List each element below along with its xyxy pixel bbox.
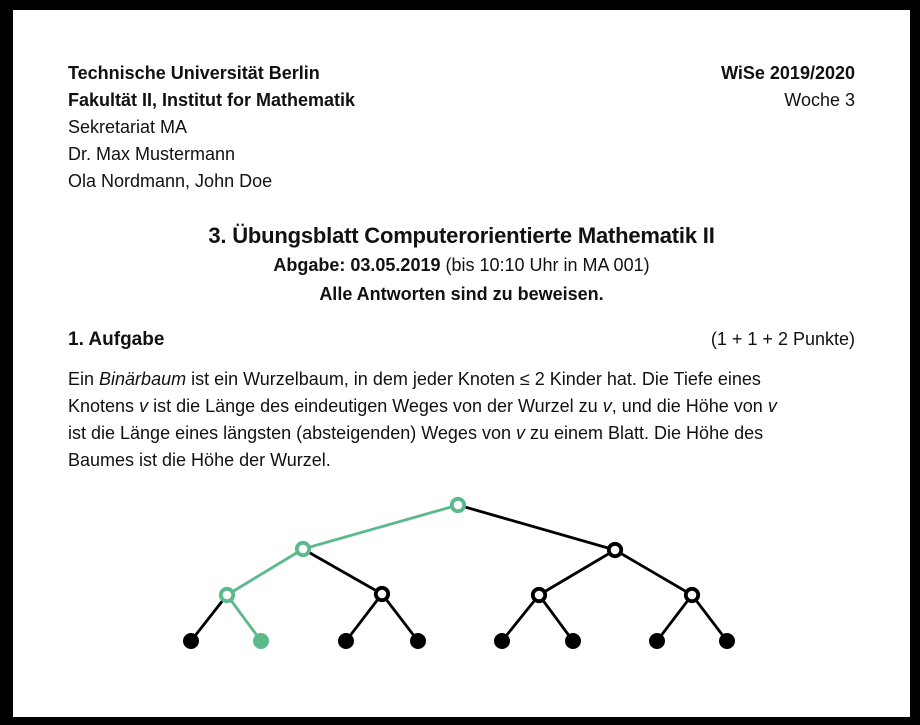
- tree-edge: [657, 595, 692, 641]
- tree-node-leaf: [719, 633, 735, 649]
- header-line: Sekretariat MA: [68, 117, 188, 137]
- header-line: Dr. Max Mustermann: [68, 144, 236, 164]
- header-line: Technische Universität Berlin: [68, 63, 320, 83]
- tree-edge: [615, 550, 692, 595]
- tree-edge: [227, 549, 303, 595]
- tree-node-leaf: [338, 633, 354, 649]
- body-text-line: Ein Binärbaum ist ein Wurzelbaum, in dem jeder Knoten ≤ 2 Kinder hat. Die Tiefe eines: [68, 369, 761, 389]
- tree-node-internal: [686, 589, 698, 601]
- exercise-header-row: [68, 325, 855, 354]
- tree-node-leaf: [253, 633, 269, 649]
- instruction-line: Alle Antworten sind zu beweisen.: [319, 284, 604, 304]
- binary-tree-figure: [0, 470, 920, 670]
- exercise-body: [68, 366, 855, 474]
- title-block: [68, 221, 855, 309]
- tree-edge: [303, 505, 458, 549]
- tree-edge: [502, 595, 539, 641]
- deadline-line: [68, 251, 855, 280]
- exercise-heading: 1. Aufgabe: [68, 329, 165, 350]
- tree-edge: [382, 594, 418, 641]
- body-text-line: Baumes ist die Höhe der Wurzel.: [68, 450, 331, 470]
- header-line: Woche 3: [784, 90, 855, 110]
- tree-node-leaf: [649, 633, 665, 649]
- tree-edge: [303, 549, 382, 594]
- tree-node-internal: [609, 544, 621, 556]
- tree-edge: [692, 595, 727, 641]
- tree-edge: [191, 595, 227, 641]
- sender-block: [68, 60, 355, 195]
- header-line: WiSe 2019/2020: [721, 63, 855, 83]
- term-block: [721, 60, 855, 195]
- tree-edge: [227, 595, 261, 641]
- tree-edge: [346, 594, 382, 641]
- body-text-line: ist die Länge eines längsten (absteigenden) Weges von v zu einem Blatt. Die Höhe des: [68, 423, 764, 443]
- tree-node-internal: [376, 588, 388, 600]
- tree-node-internal: [452, 499, 464, 511]
- tree-edge: [539, 550, 615, 595]
- tree-edge: [458, 505, 615, 550]
- deadline-date: Abgabe: 03.05.2019: [273, 255, 441, 275]
- tree-node-leaf: [183, 633, 199, 649]
- exercise-points: (1 + 1 + 2 Punkte): [710, 329, 855, 349]
- body-text-line: Knotens v ist die Länge des eindeutigen Weges von der Wurzel zu v, und die Höhe von v: [68, 396, 777, 416]
- tree-node-internal: [297, 543, 309, 555]
- tree-node-internal: [221, 589, 233, 601]
- tree-node-leaf: [494, 633, 510, 649]
- tree-edge: [539, 595, 573, 641]
- deadline-details: (bis 10:10 Uhr in MA 001): [440, 255, 650, 275]
- header-line: Ola Nordmann, John Doe: [68, 171, 273, 191]
- sheet-title: 3. Übungsblatt Computerorientierte Mathematik II: [208, 223, 715, 248]
- header-line: Fakultät II, Institut for Mathematik: [68, 90, 356, 110]
- tree-node-internal: [533, 589, 545, 601]
- document-header: [68, 60, 855, 195]
- tree-node-leaf: [410, 633, 426, 649]
- tree-node-leaf: [565, 633, 581, 649]
